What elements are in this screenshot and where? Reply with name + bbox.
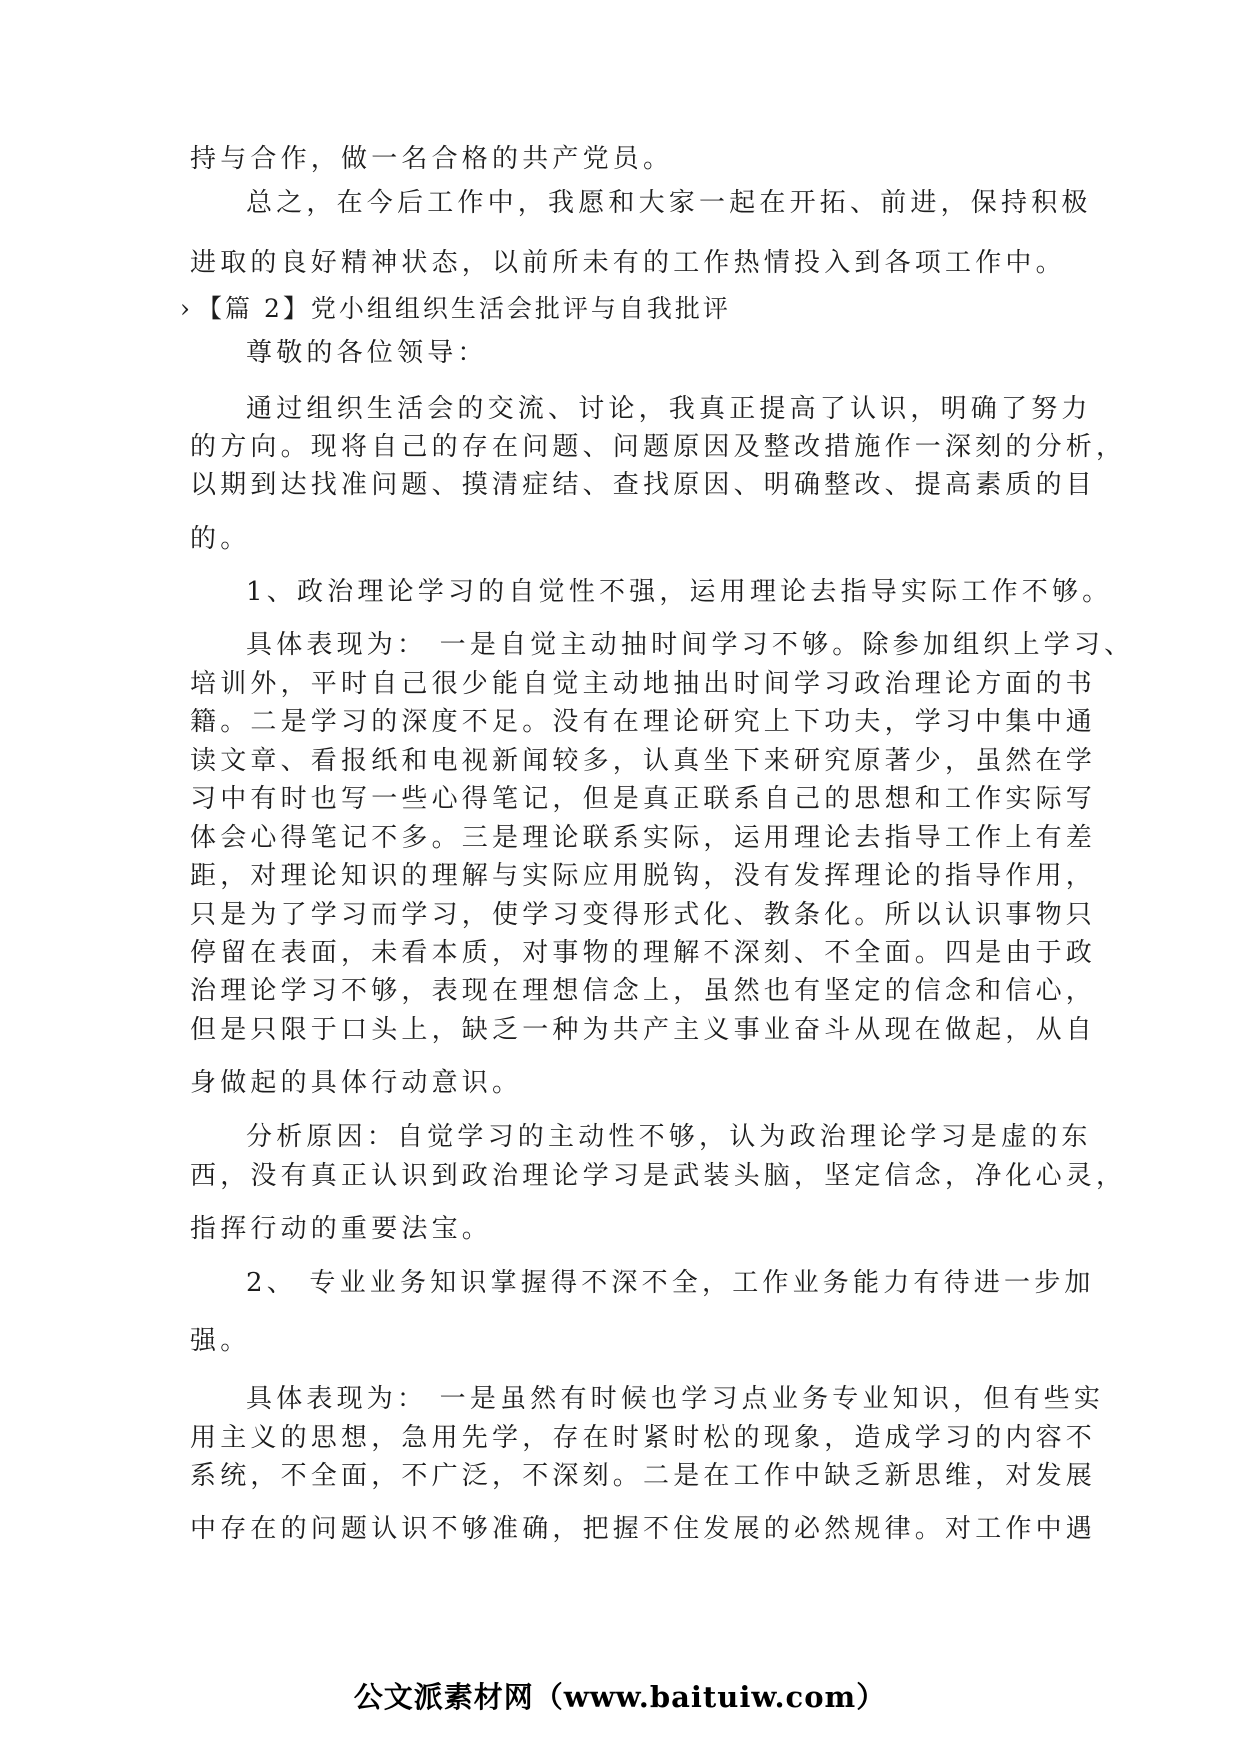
paragraph-line: 治理论学习不够，表现在理想信念上，虽然也有坚定的信念和信心， — [190, 976, 1097, 1006]
paragraph-line: 培训外，平时自己很少能自觉主动地抽出时间学习政治理论方面的书 — [190, 669, 1097, 699]
paragraph-line: 体会心得笔记不多。三是理论联系实际，运用理论去指导工作上有差 — [190, 823, 1097, 853]
paragraph-line: 通过组织生活会的交流、讨论，我真正提高了认识，明确了努力 — [246, 394, 1092, 424]
paragraph-line: 2、 专业业务知识掌握得不深不全，工作业务能力有待进一步加 — [246, 1268, 1095, 1298]
paragraph-line: 系统，不全面，不广泛，不深刻。二是在工作中缺乏新思维，对发展 — [190, 1461, 1097, 1491]
paragraph-line: 持与合作，做一名合格的共产党员。 — [190, 144, 674, 174]
paragraph-line: 读文章、看报纸和电视新闻较多，认真坐下来研究原著少，虽然在学 — [190, 746, 1097, 776]
paragraph-line: 用主义的思想，急用先学，存在时紧时松的现象，造成学习的内容不 — [190, 1423, 1097, 1453]
section-heading — [180, 292, 731, 326]
section-heading-text: 【篇 2】党小组组织生活会批评与自我批评 — [197, 294, 731, 323]
paragraph-line: 的方向。现将自己的存在问题、问题原因及整改措施作一深刻的分析， — [190, 432, 1127, 462]
paragraph-line: 习中有时也写一些心得笔记，但是真正联系自己的思想和工作实际写 — [190, 784, 1097, 814]
paragraph-line: 强。 — [190, 1326, 251, 1356]
paragraph-line: 进取的良好精神状态，以前所未有的工作热情投入到各项工作中。 — [190, 248, 1066, 278]
paragraph-line: 总之，在今后工作中，我愿和大家一起在开拓、前进，保持积极 — [246, 188, 1092, 218]
footer-watermark: 公文派素材网（www.baituiw.com） — [353, 1680, 887, 1714]
paragraph-line: 具体表现为： 一是自觉主动抽时间学习不够。除参加组织上学习、 — [246, 630, 1135, 660]
paragraph-line: 中存在的问题认识不够准确，把握不住发展的必然规律。对工作中遇 — [190, 1514, 1097, 1544]
paragraph-line: 以期到达找准问题、摸清症结、查找原因、明确整改、提高素质的目 — [190, 470, 1097, 500]
paragraph-line: 西，没有真正认识到政治理论学习是武装头脑，坚定信念，净化心灵， — [190, 1161, 1127, 1191]
paragraph-line: 籍。二是学习的深度不足。没有在理论研究上下功夫，学习中集中通 — [190, 707, 1097, 737]
paragraph-line: 距，对理论知识的理解与实际应用脱钩，没有发挥理论的指导作用， — [190, 861, 1097, 891]
paragraph-line: 指挥行动的重要法宝。 — [190, 1214, 493, 1244]
collapse-arrow-icon[interactable]: › — [180, 294, 193, 323]
paragraph-line: 1、政治理论学习的自觉性不强，运用理论去指导实际工作不够。 — [246, 577, 1113, 607]
paragraph-line: 身做起的具体行动意识。 — [190, 1068, 523, 1098]
paragraph-line: 的。 — [190, 524, 251, 554]
paragraph-line: 分析原因：自觉学习的主动性不够，认为政治理论学习是虚的东 — [246, 1122, 1092, 1152]
paragraph-line: 但是只限于口头上，缺乏一种为共产主义事业奋斗从现在做起，从自 — [190, 1015, 1097, 1045]
paragraph-line: 停留在表面，未看本质，对事物的理解不深刻、不全面。四是由于政 — [190, 938, 1097, 968]
salutation: 尊敬的各位领导： — [246, 338, 488, 368]
paragraph-line: 具体表现为： 一是虽然有时候也学习点业务专业知识，但有些实 — [246, 1384, 1105, 1414]
paragraph-line: 只是为了学习而学习，使学习变得形式化、教条化。所以认识事物只 — [190, 900, 1097, 930]
